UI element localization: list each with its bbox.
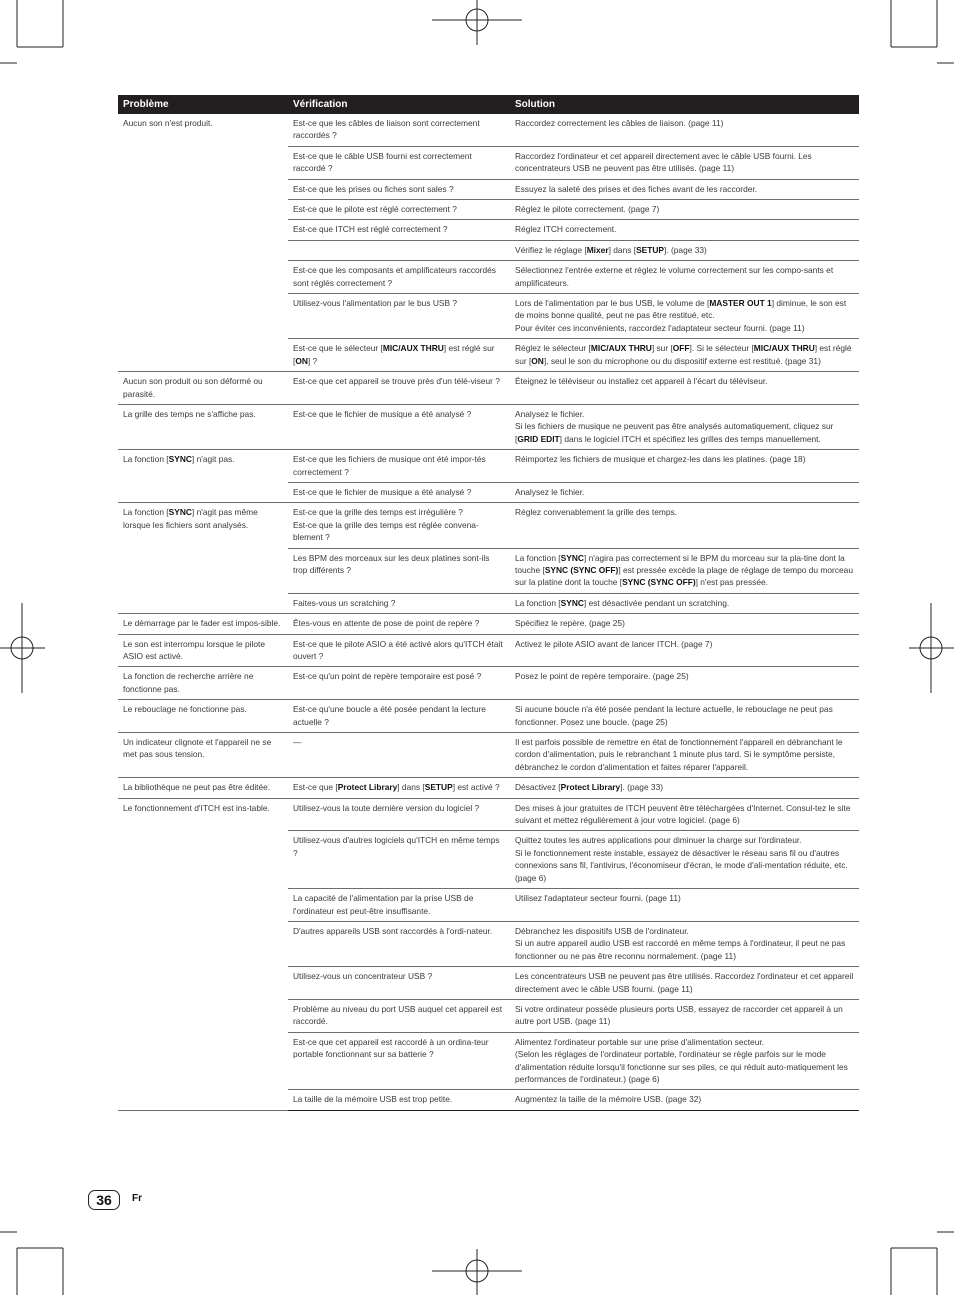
table-row — [118, 700, 859, 733]
table-row — [118, 778, 859, 798]
cell-solution: Réimportez les fichiers de musique et chargez-les dans les platines. (page 18) — [510, 450, 859, 483]
cell-problem — [118, 220, 288, 240]
table-row — [118, 548, 859, 593]
table-row — [118, 733, 859, 778]
header-check: Vérification — [288, 95, 510, 114]
cell-solution: Débranchez les dispositifs USB de l'ordinateur. Si un autre appareil audio USB est raccordé en même temps à l'ordinateur, il peut ne pas fonctionner ou ne pas être reconnu normalement. (page 11) — [510, 921, 859, 966]
cell-check: Problème au niveau du port USB auquel cet appareil est raccordé. — [288, 999, 510, 1032]
cell-check — [288, 240, 510, 260]
table-row — [118, 831, 859, 889]
cell-solution: Les concentrateurs USB ne peuvent pas être utilisés. Raccordez l'ordinateur et cet appareil directement avec le câble USB fourni. (page 11) — [510, 967, 859, 1000]
cell-problem — [118, 921, 288, 966]
cell-check: Est-ce que le pilote ASIO a été activé alors qu'ITCH était ouvert ? — [288, 634, 510, 667]
cell-problem: La grille des temps ne s'affiche pas. — [118, 404, 288, 449]
cell-problem — [118, 240, 288, 260]
page-number: 36 — [88, 1190, 120, 1210]
header-solution: Solution — [510, 95, 859, 114]
table-row — [118, 889, 859, 922]
cell-solution: Réglez ITCH correctement. — [510, 220, 859, 240]
table-row — [118, 634, 859, 667]
cell-check: Utilisez-vous la toute dernière version du logiciel ? — [288, 798, 510, 831]
cell-solution: La fonction [SYNC] n'agira pas correctement si le BPM du morceau sur la pla-tine dont la touche [SYNC (SYNC OFF)] est pressée excède la plage de réglage de tempo du morceau sur la platine dont la touche [SYNC (SYNC OFF)] n'est pas pressée. — [510, 548, 859, 593]
cell-check: Est-ce que le fichier de musique a été analysé ? — [288, 482, 510, 502]
table-row — [118, 482, 859, 502]
cell-check: Est-ce que cet appareil se trouve près d'un télé-viseur ? — [288, 372, 510, 405]
cell-solution: Si votre ordinateur possède plusieurs ports USB, essayez de raccorder cet appareil à un autre port USB. (page 11) — [510, 999, 859, 1032]
table-row — [118, 967, 859, 1000]
cell-problem: Le rebouclage ne fonctionne pas. — [118, 700, 288, 733]
cell-check: Utilisez-vous d'autres logiciels qu'ITCH en même temps ? — [288, 831, 510, 889]
cell-check: Utilisez-vous un concentrateur USB ? — [288, 967, 510, 1000]
table-row — [118, 240, 859, 260]
cell-check: Est-ce qu'une boucle a été posée pendant la lecture actuelle ? — [288, 700, 510, 733]
cell-problem — [118, 339, 288, 372]
table-row — [118, 261, 859, 294]
cell-problem — [118, 200, 288, 220]
cell-problem — [118, 261, 288, 294]
cell-solution: Réglez le pilote correctement. (page 7) — [510, 200, 859, 220]
cell-problem: La fonction [SYNC] n'agit pas. — [123, 454, 235, 465]
cell-solution: Réglez convenablement la grille des temps. — [510, 503, 859, 548]
cell-solution: Lors de l'alimentation par le bus USB, le volume de [MASTER OUT 1] diminue, le son est de moins bonne qualité, peut ne pas être restitué, etc. Pour éviter ces inconvénients, raccordez l'adaptateur secteur fourni. (page 11) — [510, 294, 859, 339]
cell-problem — [118, 831, 288, 889]
cell-check: Est-ce que les câbles de liaison sont correctement raccordés ? — [288, 114, 510, 146]
cell-check: Est-ce que le pilote est réglé correctement ? — [288, 200, 510, 220]
cell-check: Est-ce que la grille des temps est irrégulière ? Est-ce que la grille des temps est réglée convena-blement ? — [288, 503, 510, 548]
table-row — [118, 999, 859, 1032]
cell-problem — [118, 294, 288, 339]
table-row — [118, 179, 859, 199]
cell-solution: Alimentez l'ordinateur portable sur une prise d'alimentation secteur. (Selon les réglages de l'ordinateur portable, l'ordinateur se règle parfois sur le mode d'alimentation réduite lorsqu'il fonctionne sur ses piles, ce qui réduit auto-matiquement les performances de l'ordinateur.) (page 6) — [510, 1032, 859, 1090]
cell-problem: La fonction [SYNC] n'agit pas même lorsque les fichiers sont analysés. — [123, 507, 258, 530]
table-row — [118, 503, 859, 548]
cell-problem — [118, 1090, 288, 1110]
cell-solution: Activez le pilote ASIO avant de lancer ITCH. (page 7) — [510, 634, 859, 667]
cell-check: Faites-vous un scratching ? — [288, 593, 510, 613]
cell-problem: Le son est interrompu lorsque le pilote ASIO est activé. — [118, 634, 288, 667]
cell-problem: Le démarrage par le fader est impos-sible. — [118, 614, 288, 634]
cell-check: Est-ce que les fichiers de musique ont été impor-tés correctement ? — [288, 450, 510, 483]
cell-check: Est-ce que le câble USB fourni est correctement raccordé ? — [288, 146, 510, 179]
cell-problem: Le fonctionnement d'ITCH est ins-table. — [123, 802, 270, 813]
table-row — [118, 404, 859, 449]
cell-solution: Analysez le fichier. Si les fichiers de musique ne peuvent pas être analysés automatiquement, cliquez sur [GRID EDIT] dans le logiciel ITCH et spécifiez les grilles des temps manuellement. — [510, 404, 859, 449]
cell-check: Est-ce qu'un point de repère temporaire est posé ? — [288, 667, 510, 700]
cell-solution: Analysez le fichier. — [510, 482, 859, 502]
table-row — [118, 200, 859, 220]
header-problem: Problème — [118, 95, 288, 114]
table-row — [118, 146, 859, 179]
table-row — [118, 450, 859, 483]
table-row — [118, 372, 859, 405]
cell-solution: Désactivez [Protect Library]. (page 33) — [510, 778, 859, 798]
cell-check: Est-ce que [Protect Library] dans [SETUP] est activé ? — [288, 778, 510, 798]
cell-problem: Aucun son produit ou son déformé ou parasité. — [118, 372, 288, 405]
cell-problem — [118, 1032, 288, 1090]
cell-check: Est-ce que le sélecteur [MIC/AUX THRU] est réglé sur [ON] ? — [288, 339, 510, 372]
cell-check: Utilisez-vous l'alimentation par le bus USB ? — [288, 294, 510, 339]
cell-check: La taille de la mémoire USB est trop petite. — [288, 1090, 510, 1110]
table-row — [118, 294, 859, 339]
cell-problem — [118, 482, 288, 502]
cell-solution: Il est parfois possible de remettre en état de fonctionnement l'appareil en débranchant le cordon d'alimentation, puis le rebranchant 1 minute plus tard. Si le symptôme persiste, débranchez le cordon d'alimentation et faites réparer l'appareil. — [510, 733, 859, 778]
cell-problem — [118, 593, 288, 613]
cell-check: Est-ce que cet appareil est raccordé à un ordina-teur portable fonctionnant sur sa batterie ? — [288, 1032, 510, 1090]
table-row — [118, 114, 859, 146]
cell-solution: Vérifiez le réglage [Mixer] dans [SETUP]. (page 33) — [510, 240, 859, 260]
cell-solution: La fonction [SYNC] est désactivée pendant un scratching. — [510, 593, 859, 613]
table-row — [118, 798, 859, 831]
cell-solution: Essuyez la saleté des prises et des fiches avant de les raccorder. — [510, 179, 859, 199]
cell-check: D'autres appareils USB sont raccordés à l'ordi-nateur. — [288, 921, 510, 966]
cell-solution: Sélectionnez l'entrée externe et réglez le volume correctement sur les compo-sants et amplificateurs. — [510, 261, 859, 294]
table-row — [118, 667, 859, 700]
cell-problem — [118, 146, 288, 179]
cell-solution: Augmentez la taille de la mémoire USB. (page 32) — [510, 1090, 859, 1110]
cell-solution: Spécifiez le repère. (page 25) — [510, 614, 859, 634]
cell-problem — [118, 889, 288, 922]
cell-check: Est-ce que le fichier de musique a été analysé ? — [288, 404, 510, 449]
cell-solution: Réglez le sélecteur [MIC/AUX THRU] sur [OFF]. Si le sélecteur [MIC/AUX THRU] est réglé sur [ON], seul le son du microphone ou du dispositif externe est restitué. (page 31) — [510, 339, 859, 372]
table-row — [118, 220, 859, 240]
language-code: Fr — [132, 1193, 142, 1204]
cell-check: Êtes-vous en attente de pose de point de repère ? — [288, 614, 510, 634]
cell-check: — — [288, 733, 510, 778]
cell-problem — [118, 548, 288, 593]
cell-solution: Raccordez l'ordinateur et cet appareil directement avec le câble USB fourni. Les concentrateurs USB ne peuvent pas être utilisés. (page 11) — [510, 146, 859, 179]
table-row — [118, 1090, 859, 1110]
cell-solution: Posez le point de repère temporaire. (page 25) — [510, 667, 859, 700]
table-row — [118, 593, 859, 613]
cell-check: Les BPM des morceaux sur les deux platines sont-ils trop différents ? — [288, 548, 510, 593]
table-row — [118, 614, 859, 634]
cell-problem — [118, 967, 288, 1000]
cell-solution: Utilisez l'adaptateur secteur fourni. (page 11) — [510, 889, 859, 922]
cell-problem — [118, 179, 288, 199]
cell-solution: Si aucune boucle n'a été posée pendant la lecture actuelle, le rebouclage ne peut pas fonctionner. Posez une boucle. (page 25) — [510, 700, 859, 733]
table-header-row — [118, 95, 859, 114]
cell-problem: La fonction de recherche arrière ne fonctionne pas. — [118, 667, 288, 700]
cell-problem: Aucun son n'est produit. — [123, 118, 213, 128]
cell-problem: La bibliothèque ne peut pas être éditée. — [118, 778, 288, 798]
troubleshooting-table — [118, 95, 859, 1111]
cell-check: Est-ce que ITCH est réglé correctement ? — [288, 220, 510, 240]
cell-problem: Un indicateur clignote et l'appareil ne se met pas sous tension. — [118, 733, 288, 778]
cell-check: La capacité de l'alimentation par la prise USB de l'ordinateur est peut-être insuffisante. — [288, 889, 510, 922]
cell-check: Est-ce que les prises ou fiches sont sales ? — [288, 179, 510, 199]
table-row — [118, 339, 859, 372]
cell-check: Est-ce que les composants et amplificateurs raccordés sont réglés correctement ? — [288, 261, 510, 294]
table-row — [118, 921, 859, 966]
cell-solution: Raccordez correctement les câbles de liaison. (page 11) — [510, 114, 859, 146]
cell-solution: Des mises à jour gratuites de ITCH peuvent être téléchargées d'Internet. Consul-tez le site suivant et mettez régulièrement à jour votre logiciel. (page 6) — [510, 798, 859, 831]
table-row — [118, 1032, 859, 1090]
cell-solution: Éteignez le téléviseur ou installez cet appareil à l'écart du téléviseur. — [510, 372, 859, 405]
cell-solution: Quittez toutes les autres applications pour diminuer la charge sur l'ordinateur. Si le fonctionnement reste instable, essayez de désactiver le réseau sans fil ou d'autres connexions sans fil, l'antivirus, l'économiseur d'écran, le mode d'ali-mentation réduite, etc. (page 6) — [510, 831, 859, 889]
cell-problem — [118, 999, 288, 1032]
